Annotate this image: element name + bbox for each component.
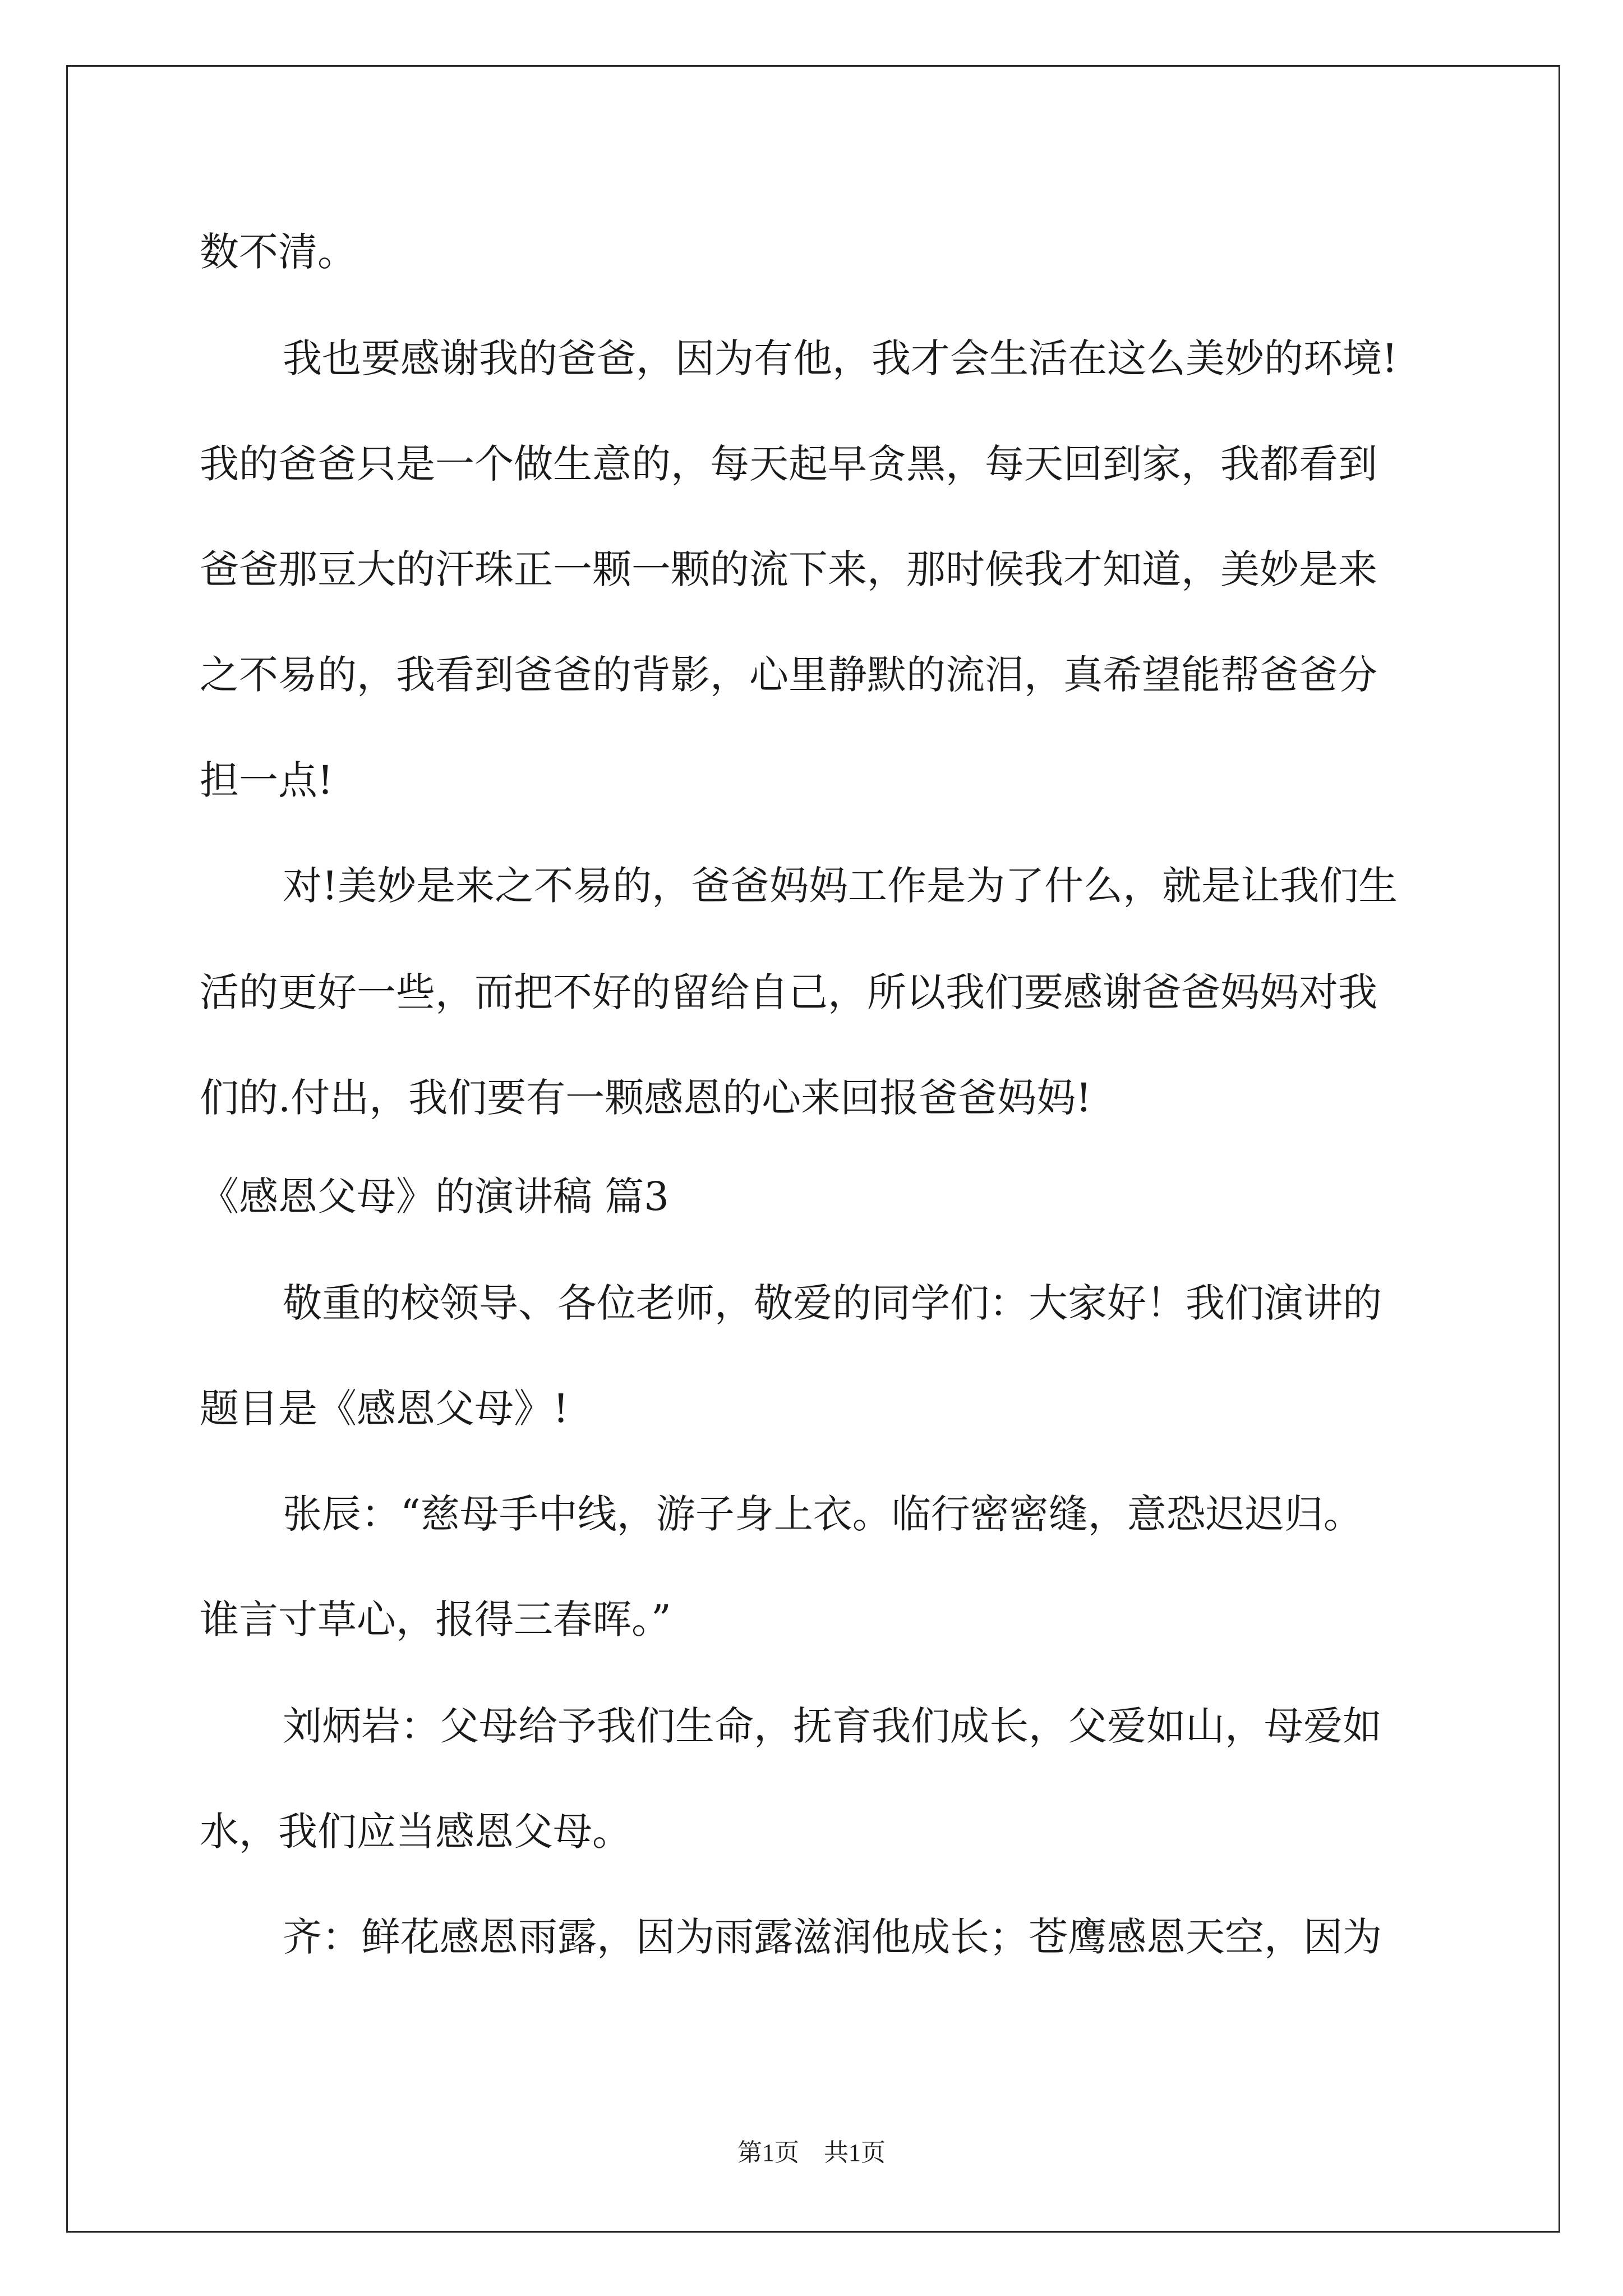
paragraph-first-line: 敬重的校领导、各位老师，敬爱的同学们：大家好！我们演讲的 <box>283 1280 1382 1326</box>
text-line: 谁言寸草心，报得三春晖。” <box>200 1596 671 1642</box>
paragraph-first-line: 张辰：“慈母手中线，游子身上衣。临行密密缝，意恐迟迟归。 <box>283 1491 1363 1537</box>
page-border <box>66 65 1560 2233</box>
text-line: 担一点! <box>200 757 334 803</box>
text-line: 水，我们应当感恩父母。 <box>200 1809 631 1855</box>
paragraph-first-line: 刘炳岩：父母给予我们生命，抚育我们成长，父爱如山，母爱如 <box>283 1703 1382 1749</box>
text-line: 活的更好一些，而把不好的留给自己，所以我们要感谢爸爸妈妈对我 <box>200 969 1377 1015</box>
text-line: 我的爸爸只是一个做生意的，每天起早贪黑，每天回到家，我都看到 <box>200 441 1377 487</box>
page-number-total: 共1页 <box>824 2139 886 2166</box>
text-line: 数不清。 <box>200 229 357 275</box>
text-line: 之不易的，我看到爸爸的背影，心里静默的流泪，真希望能帮爸爸分 <box>200 652 1377 698</box>
text-line: 们的.付出，我们要有一颗感恩的心来回报爸爸妈妈! <box>200 1075 1092 1121</box>
paragraph-first-line: 对!美妙是来之不易的，爸爸妈妈工作是为了什么，就是让我们生 <box>283 863 1398 909</box>
text-line: 爸爸那豆大的汗珠正一颗一颗的流下来，那时候我才知道，美妙是来 <box>200 546 1377 592</box>
section-heading: 《感恩父母》的演讲稿 篇3 <box>200 1174 669 1220</box>
page-number-current: 第1页 <box>737 2139 799 2166</box>
text-line: 题目是《感恩父母》! <box>200 1386 569 1432</box>
paragraph-first-line: 我也要感谢我的爸爸，因为有他，我才会生活在这么美妙的环境! <box>283 335 1398 381</box>
paragraph-first-line: 齐：鲜花感恩雨露，因为雨露滋润他成长；苍鹰感恩天空，因为 <box>283 1914 1382 1960</box>
page-footer <box>0 2136 1623 2170</box>
